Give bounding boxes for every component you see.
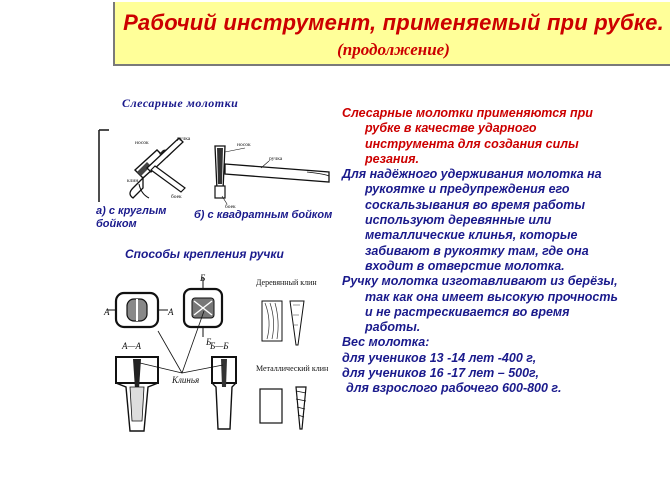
label-ruchka-a: ручка [177,136,191,142]
label-a-right: А [168,307,174,317]
paragraph-handle-material: Ручку молотка изготавливают из берёзы, так как она имеет высокую прочность и не растрескивается во время работы. [342,274,618,335]
section-aa [116,357,158,431]
title-banner [113,2,670,66]
label-nosok-a: носок [135,140,149,146]
label-wedges: Клинья [172,375,200,385]
handle-mounting-figure [102,271,330,441]
square-face-hammer [215,146,329,198]
slide-title: Рабочий инструмент, применяемый при рубке. [123,10,664,35]
label-ruchka-b: ручка [269,156,283,162]
label-a-left: А [104,307,110,317]
label-boek-b: боек [225,204,236,210]
paragraph-purpose: Слесарные молотки применяются при рубке в качестве ударного инструмента для создания силы резания. [342,106,593,166]
top-view-rect [184,277,222,337]
label-b-top: Б [200,273,206,283]
paragraph-weight-heading: Вес молотка: [342,335,430,350]
label-metal-wedge: Металлический клин [256,364,329,373]
label-b-bottom: Б [206,337,212,347]
caption-square-face: б) с квадратным бойком [194,209,333,221]
slide-subtitle: (продолжение) [337,40,450,59]
weight-students-13-14: для учеников 13 -14 лет -400 г, [342,350,537,365]
hammers-figure [97,128,340,214]
label-section-bb: Б—Б [210,341,229,351]
paragraph-wedges: Для надёжного удерживания молотка на рукоятке и предупреждения его соскальзывания во время работы используют деревянные или металлические клинья, которые забивают в рукоятку там, где она входит в отверстие молотка. [342,167,602,273]
top-view-oval [108,293,168,327]
label-section-aa: А—А [122,341,141,351]
caption-round-face-line2: бойком [96,218,137,230]
metal-wedge-drawing [260,387,306,429]
section-bb [212,357,236,429]
weight-adult: для взрослого рабочего 600-800 г. [346,381,562,396]
label-nosok-b: носок [237,142,251,148]
weight-students-16-17: для учеников 16 -17 лет – 500г, [342,366,540,381]
label-boek-a: боек [171,194,182,200]
round-face-hammer [130,138,185,198]
caption-round-face-line1: а) с круглым [96,205,167,217]
wood-wedge-drawing [262,301,304,345]
mount-heading: Способы крепления ручки [125,247,284,261]
label-klin-a: клин [127,178,139,184]
description-text [338,106,628,397]
hammers-heading: Слесарные молотки [122,96,239,110]
label-wood-wedge: Деревянный клин [256,278,317,287]
caption-round-face [96,205,166,231]
